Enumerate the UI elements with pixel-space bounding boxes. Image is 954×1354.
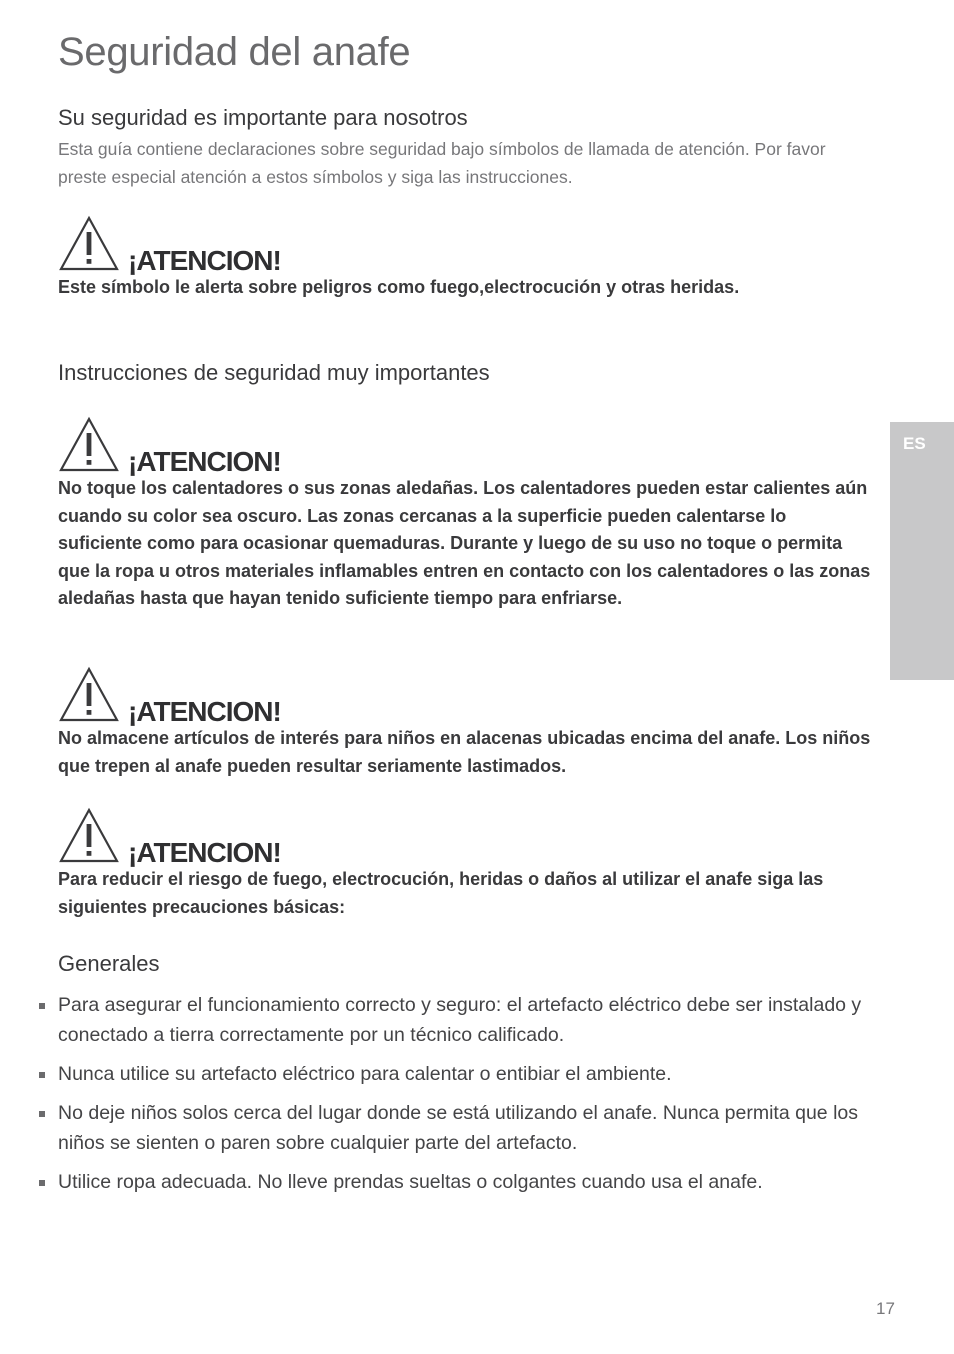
list-item-text: Utilice ropa adecuada. No lleve prendas sueltas o colgantes cuando usa el anafe.	[58, 1171, 763, 1193]
warning-header	[58, 663, 873, 727]
warning-title: ¡ATENCION!	[128, 837, 281, 868]
list-item-text: Nunca utilice su artefacto eléctrico para calentar o entibiar el ambiente.	[58, 1063, 672, 1085]
list-item	[58, 990, 888, 1050]
section-heading-instructions: Instrucciones de seguridad muy importantes	[58, 360, 490, 385]
warning-block	[58, 212, 873, 302]
list-item-text: No deje niños solos cerca del lugar donde se está utilizando el anafe. Nunca permita que los niños se sienten o paren sobre cualquier parte del artefacto.	[58, 1102, 858, 1154]
bullet-square-icon	[39, 1180, 45, 1186]
warning-title: ¡ATENCION!	[128, 446, 281, 477]
generales-list	[58, 990, 888, 1206]
warning-triangle-icon	[58, 665, 120, 723]
list-item	[58, 1167, 888, 1197]
page-title: Seguridad del anafe	[58, 30, 411, 74]
warning-text: Este símbolo le alerta sobre peligros como fuego,electrocución y otras heridas.	[58, 277, 740, 297]
warning-triangle-icon	[58, 214, 120, 272]
warning-block	[58, 663, 873, 780]
warning-header	[58, 212, 873, 276]
warning-triangle-icon	[58, 415, 120, 473]
warning-block	[58, 413, 873, 613]
warning-triangle-icon	[58, 806, 120, 864]
warning-block	[58, 804, 873, 921]
list-item	[58, 1059, 888, 1089]
warning-title: ¡ATENCION!	[128, 245, 281, 276]
language-side-tab	[890, 422, 954, 680]
intro-paragraph: Esta guía contiene declaraciones sobre seguridad bajo símbolos de llamada de atención. Por favor preste especial atención a estos símbolos y siga las instrucciones.	[58, 139, 826, 187]
warning-header	[58, 804, 873, 868]
warning-header	[58, 413, 873, 477]
warning-text: No almacene artículos de interés para niños en alacenas ubicadas encima del anafe. Los niños que trepen al anafe pueden resultar seriamente lastimados.	[58, 728, 871, 776]
section-heading-generales: Generales	[58, 951, 160, 976]
list-item-text: Para asegurar el funcionamiento correcto y seguro: el artefacto eléctrico debe ser instalado y conectado a tierra correctamente por un técnico calificado.	[58, 994, 862, 1046]
language-tab-label: ES	[903, 434, 926, 453]
warning-text: Para reducir el riesgo de fuego, electrocución, heridas o daños al utilizar el anafe siga las siguientes precauciones básicas:	[58, 869, 824, 917]
bullet-square-icon	[39, 1003, 45, 1009]
section-heading-safety-important: Su seguridad es importante para nosotros	[58, 105, 468, 130]
bullet-square-icon	[39, 1111, 45, 1117]
warning-text: No toque los calentadores o sus zonas aledañas. Los calentadores pueden estar calientes aún cuando su color sea oscuro. Las zonas cercanas a la superficie pueden calentarse lo suficiente como para ocasionar quemaduras. Durante y luego de su uso no toque o permita que la ropa u otros materiales inflamables entren en contacto con los calentadores o las zonas aledañas hasta que hayan tenido suficiente tiempo para enfriarse.	[58, 478, 871, 608]
list-item	[58, 1098, 888, 1158]
page-number: 17	[876, 1299, 895, 1318]
warning-title: ¡ATENCION!	[128, 696, 281, 727]
bullet-square-icon	[39, 1072, 45, 1078]
